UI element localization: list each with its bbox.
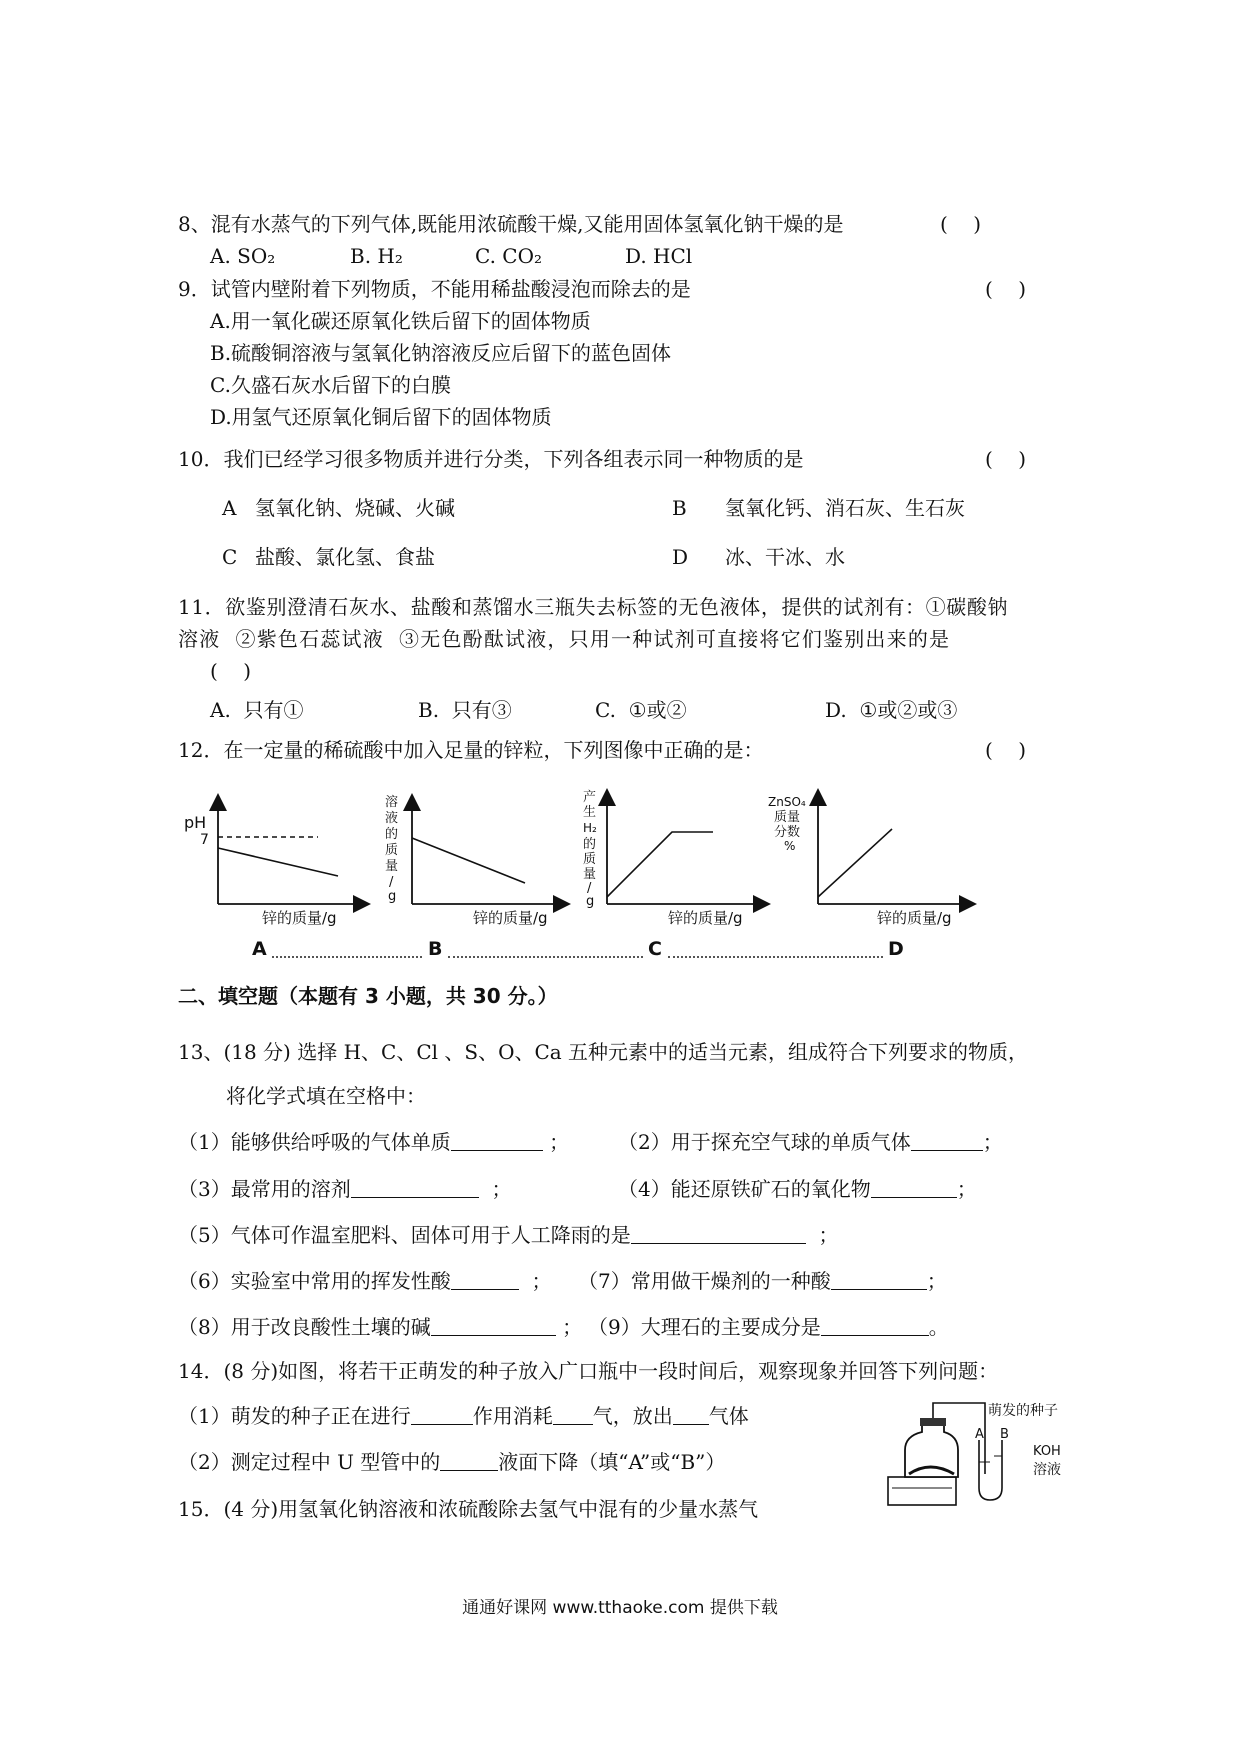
q13-item-3: （3）最常用的溶剂 ； xyxy=(178,1177,512,1201)
u-tube-label-a: A xyxy=(975,1427,984,1442)
q10-option-b-letter: B xyxy=(672,496,687,520)
q13-item-3-text: （3）最常用的溶剂 xyxy=(178,1177,351,1201)
graph-c-line xyxy=(607,832,713,897)
u-tube-label-b: B xyxy=(1000,1427,1009,1442)
q11-option-d: D. ①或②或③ xyxy=(825,698,958,722)
graph-b-ylabel-4: 量 xyxy=(385,859,399,874)
q13-stem-line1: 13、(18 分) 选择 H、C、Cl 、S、O、Ca 五种元素中的适当元素，组成符合下列要求的物质， xyxy=(178,1040,1029,1064)
graph-c-xlabel: 锌的质量/g xyxy=(668,909,743,927)
q9-stem: 9．试管内壁附着下列物质，不能用稀盐酸浸泡而除去的是 xyxy=(178,277,691,301)
q13-item-8-text: （8）用于改良酸性土壤的碱 xyxy=(178,1315,431,1339)
graph-b-ylabel-5: / xyxy=(389,875,394,890)
graph-c-ylabel-2: H₂ xyxy=(583,821,597,835)
graph-c-ylabel-5: 量 xyxy=(583,867,597,882)
q13-item-6: （6）实验室中常用的挥发性酸 ； xyxy=(178,1269,552,1293)
leader-dots-b xyxy=(448,956,643,958)
q10-option-a-text: 氢氧化钠、烧碱、火碱 xyxy=(255,496,455,520)
graph-c-letter: C xyxy=(648,938,662,960)
q14-item-1-part-4: 气体 xyxy=(708,1404,749,1428)
graph-d-line xyxy=(818,829,892,897)
q14-blank-1[interactable] xyxy=(411,1404,473,1425)
graph-b-xlabel: 锌的质量/g xyxy=(473,909,548,927)
q15-stem: 15．(4 分)用氢氧化钠溶液和浓硫酸除去氢气中混有的少量水蒸气 xyxy=(178,1497,759,1521)
q13-blank-3[interactable] xyxy=(351,1177,479,1198)
q14-item-1-part-3: 气，放出 xyxy=(592,1404,673,1428)
q13-item-8: （8）用于改良酸性土壤的碱 ； xyxy=(178,1315,583,1339)
wide-mouth-bottle xyxy=(905,1424,958,1477)
q14-item-2-part-2: 液面下降（填“A”或“B”） xyxy=(498,1450,726,1474)
q13-item-9: （9）大理石的主要成分是 。 xyxy=(588,1315,949,1339)
q8-answer-paren: ( ) xyxy=(940,212,982,236)
q9-option-b: B.硫酸铜溶液与氢氧化钠溶液反应后留下的蓝色固体 xyxy=(210,341,672,365)
graph-c-ylabel-6: / xyxy=(587,881,592,896)
seeds-label: 萌发的种子 xyxy=(988,1403,1058,1419)
q13-item-2: （2）用于探充空气球的单质气体 ； xyxy=(618,1130,1003,1154)
graph-a-letter: A xyxy=(252,938,267,960)
q9-option-c: C.久盛石灰水后留下的白膜 xyxy=(210,373,451,397)
q11-option-c: C. ①或② xyxy=(595,698,687,722)
graph-d-letter: D xyxy=(888,938,904,960)
leader-dots-a xyxy=(272,956,422,958)
q13-blank-6[interactable] xyxy=(451,1269,519,1290)
q11-stem-line2: 溶液 ②紫色石蕊试液 ③无色酚酞试液，只用一种试剂可直接将它们鉴别出来的是 xyxy=(178,627,951,651)
q14-item-1-part-1: （1）萌发的种子正在进行 xyxy=(178,1404,411,1428)
q10-option-b-text: 氢氧化钙、消石灰、生石灰 xyxy=(725,496,965,520)
q9-option-d: D.用氢气还原氧化铜后留下的固体物质 xyxy=(210,405,552,429)
graph-a-line xyxy=(218,848,338,876)
q10-answer-paren: ( ) xyxy=(985,447,1027,471)
q12-answer-paren: ( ) xyxy=(985,738,1027,762)
wooden-block xyxy=(888,1477,956,1505)
graph-d xyxy=(768,795,968,927)
graph-a-tick-7: 7 xyxy=(200,832,209,848)
q8-option-d: D. HCl xyxy=(625,244,693,268)
graph-c xyxy=(583,789,762,927)
q11-stem-line1: 11．欲鉴别澄清石灰水、盐酸和蒸馏水三瓶失去标签的无色液体，提供的试剂有：①碳酸钠 xyxy=(178,595,1009,619)
graph-b-line xyxy=(412,838,525,883)
q9-option-a: A.用一氧化碳还原氧化铁后留下的固体物质 xyxy=(210,309,591,333)
page-footer: 通通好课网 www.tthaoke.com 提供下载 xyxy=(462,1598,778,1618)
q10-stem: 10．我们已经学习很多物质并进行分类，下列各组表示同一种物质的是 xyxy=(178,447,804,471)
q13-item-4-text: （4）能还原铁矿石的氧化物 xyxy=(618,1177,871,1201)
q13-item-7-text: （7）常用做干燥剂的一种酸 xyxy=(578,1269,831,1293)
q10-option-d-text: 冰、干冰、水 xyxy=(725,545,845,569)
q13-item-2-text: （2）用于探充空气球的单质气体 xyxy=(618,1130,911,1154)
q10-option-a-letter: A xyxy=(222,496,237,520)
graph-b-ylabel-3: 质 xyxy=(385,843,399,858)
q10-option-d-letter: D xyxy=(672,545,689,569)
graph-d-ylabel-2: 分数 xyxy=(774,825,801,840)
q14-item-2 xyxy=(178,1449,725,1475)
q11-answer-paren: ( ) xyxy=(210,659,252,683)
q13-item-5: （5）气体可作温室肥料、固体可用于人工降雨的是 ； xyxy=(178,1223,839,1247)
q14-item-2-part-1: （2）测定过程中 U 型管中的 xyxy=(178,1450,441,1474)
graph-d-ylabel-0: ZnSO₄ xyxy=(768,795,806,809)
graph-c-ylabel-4: 质 xyxy=(583,852,597,867)
graph-c-ylabel-0: 产 xyxy=(583,790,597,805)
graph-a-xlabel: 锌的质量/g xyxy=(262,909,337,927)
koh-label: KOH xyxy=(1033,1444,1061,1459)
q13-item-1: （1）能够供给呼吸的气体单质 ； xyxy=(178,1130,570,1154)
q14-apparatus-figure xyxy=(888,1402,1061,1505)
q10-option-c-letter: C xyxy=(222,545,238,569)
q9-answer-paren: ( ) xyxy=(985,277,1027,301)
q8-option-c: C. CO₂ xyxy=(475,244,543,268)
q14-blank-4[interactable] xyxy=(440,1450,498,1471)
graph-b-ylabel-2: 的 xyxy=(385,827,399,842)
q13-blank-8[interactable] xyxy=(431,1315,556,1336)
q13-blank-2[interactable] xyxy=(911,1130,983,1151)
q8-option-a: A. SO₂ xyxy=(210,244,276,268)
q13-item-1-text: （1）能够供给呼吸的气体单质 xyxy=(178,1130,451,1154)
graph-b-ylabel-0: 溶 xyxy=(385,795,399,810)
q13-blank-7[interactable] xyxy=(831,1269,927,1290)
graph-b-ylabel-6: g xyxy=(388,889,397,904)
graph-c-ylabel-3: 的 xyxy=(583,837,597,852)
graph-c-ylabel-1: 生 xyxy=(583,805,597,820)
q13-item-6-text: （6）实验室中常用的挥发性酸 xyxy=(178,1269,451,1293)
q13-stem-line2: 将化学式填在空格中： xyxy=(226,1084,426,1108)
u-tube xyxy=(979,1440,1002,1500)
section-2-title: 二、填空题（本题有 3 小题，共 30 分。） xyxy=(178,984,558,1008)
connecting-tube xyxy=(933,1403,985,1474)
graph-d-xlabel: 锌的质量/g xyxy=(877,909,952,927)
q13-blank-4[interactable] xyxy=(871,1177,957,1198)
graph-d-ylabel-3: % xyxy=(784,839,796,853)
q8-stem: 8、混有水蒸气的下列气体,既能用浓硫酸干燥,又能用固体氢氧化钠干燥的是 xyxy=(178,212,844,236)
q13-blank-9[interactable] xyxy=(821,1315,929,1336)
q8-option-b: B. H₂ xyxy=(350,244,403,268)
graph-a-ylabel: pH xyxy=(184,813,207,832)
q14-blank-2[interactable] xyxy=(553,1404,593,1425)
solution-label: 溶液 xyxy=(1033,1462,1061,1478)
graph-a xyxy=(184,802,362,927)
q10-option-c-text: 盐酸、氯化氢、食盐 xyxy=(255,545,435,569)
q11-option-b: B. 只有③ xyxy=(418,698,512,722)
graph-c-ylabel-7: g xyxy=(586,894,595,909)
q14-item-1-part-2: 作用消耗 xyxy=(472,1404,553,1428)
q14-stem: 14．(8 分)如图，将若干正萌发的种子放入广口瓶中一段时间后，观察现象并回答下列问题： xyxy=(178,1359,999,1383)
leader-dots-c xyxy=(668,956,883,958)
q13-blank-5[interactable] xyxy=(631,1223,806,1244)
q12-stem: 12．在一定量的稀硫酸中加入足量的锌粒，下列图像中正确的是： xyxy=(178,738,764,762)
graph-b-letter: B xyxy=(428,938,443,960)
seeds xyxy=(909,1467,954,1474)
graph-b xyxy=(385,794,562,927)
q11-option-a: A. 只有① xyxy=(210,698,304,722)
q13-blank-1[interactable] xyxy=(451,1130,543,1151)
bottle-stopper xyxy=(920,1418,946,1426)
q13-item-7: （7）常用做干燥剂的一种酸 ； xyxy=(578,1269,947,1293)
graph-d-ylabel-1: 质量 xyxy=(774,810,801,825)
graph-b-ylabel-1: 液 xyxy=(385,811,399,826)
q14-item-1 xyxy=(178,1403,749,1429)
q13-item-9-text: （9）大理石的主要成分是 xyxy=(588,1315,821,1339)
q14-blank-3[interactable] xyxy=(673,1404,709,1425)
q13-item-4: （4）能还原铁矿石的氧化物 ； xyxy=(618,1177,977,1201)
q13-item-5-text: （5）气体可作温室肥料、固体可用于人工降雨的是 xyxy=(178,1223,631,1247)
